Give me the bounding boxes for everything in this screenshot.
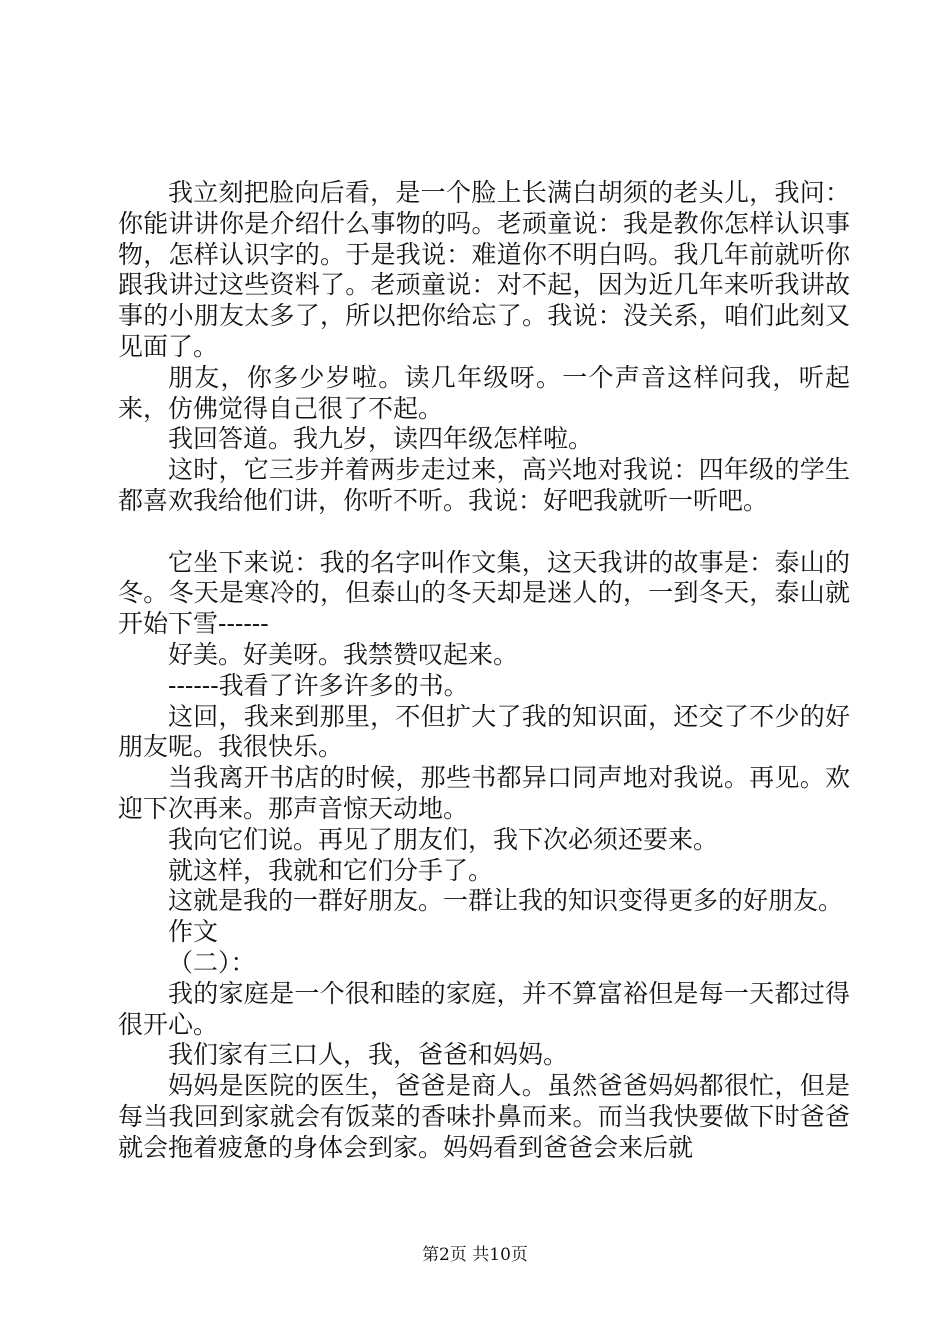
paragraph-4: 这时，它三步并着两步走过来，高兴地对我说：四年级的学生都喜欢我给他们讲，你听不听。我说：好吧我就听一听吧。	[118, 455, 850, 515]
paragraph-12: 这就是我的一群好朋友。一群让我的知识变得更多的好朋友。	[168, 886, 844, 916]
paragraph-11: 就这样，我就和它们分手了。	[168, 855, 494, 885]
paragraph-2: 朋友，你多少岁啦。读几年级呀。一个声音这样问我，听起来，仿佛觉得自己很了不起。	[118, 362, 850, 423]
paragraph-10: 我向它们说。再见了朋友们，我下次必须还要来。	[168, 824, 719, 854]
paragraph-8: 这回，我来到那里，不但扩大了我的知识面，还交了不少的好朋友呢。我很快乐。	[118, 701, 850, 762]
paragraph-9: 当我离开书店的时候，那些书都异口同声地对我说。再见。欢迎下次再来。那声音惊天动地。	[118, 763, 850, 823]
document-body	[118, 178, 850, 1164]
section-number: （二）：	[168, 947, 256, 977]
paragraph-3: 我回答道。我九岁，读四年级怎样啦。	[168, 424, 594, 454]
paragraph-13: 我的家庭是一个很和睦的家庭，并不算富裕但是每一天都过得很开心。	[118, 978, 850, 1039]
paragraph-15: 妈妈是医院的医生，爸爸是商人。虽然爸爸妈妈都很忙，但是每当我回到家就会有饭菜的香味扑鼻而来。而当我快要做下时爸爸就会拖着疲惫的身体会到家。妈妈看到爸爸会来后就	[118, 1071, 850, 1162]
section-heading-essay: 作文	[168, 917, 219, 947]
paragraph-1: 我立刻把脸向后看，是一个脸上长满白胡须的老头儿，我问：你能讲讲你是介绍什么事物的吗。老顽童说：我是教你怎样认识事物，怎样认识字的。于是我说：难道你不明白吗。我几年前就听你跟我讲过这些资料了。老顽童说：对不起，因为近几年来听我讲故事的小朋友太多了，所以把你给忘了。我说：没关系，咱们此刻又见面了。	[118, 178, 850, 361]
paragraph-7: ------我看了许多许多的书。	[168, 670, 469, 700]
paragraph-6: 好美。好美呀。我禁赞叹起来。	[168, 639, 519, 669]
paragraph-5: 它坐下来说：我的名字叫作文集，这天我讲的故事是：泰山的冬。冬天是寒冷的，但泰山的冬天却是迷人的，一到冬天，泰山就开始下雪------	[118, 547, 850, 639]
paragraph-14: 我们家有三口人，我，爸爸和妈妈。	[168, 1040, 569, 1070]
page-number-footer: 第2页 共10页	[422, 1245, 528, 1265]
